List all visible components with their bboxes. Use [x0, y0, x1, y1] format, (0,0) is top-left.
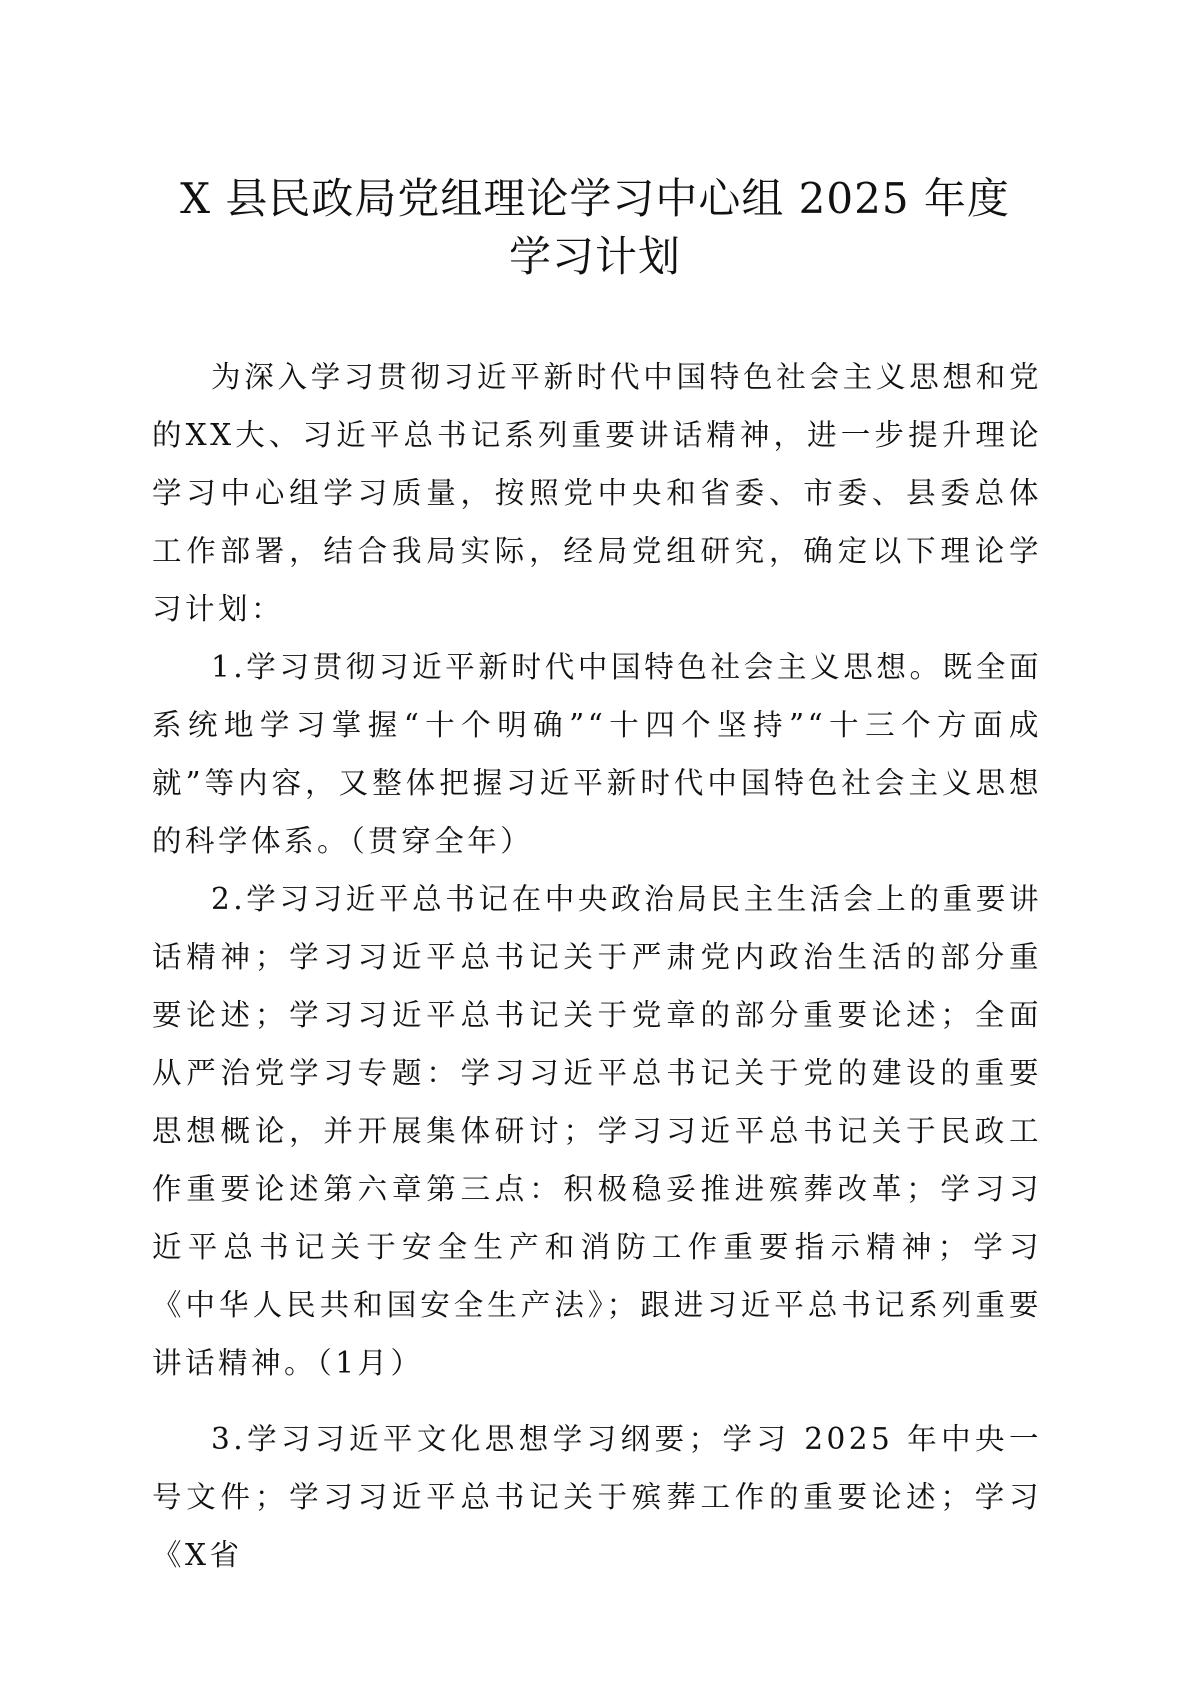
- document-title-line-1: X 县民政局党组理论学习中心组 2025 年度: [180, 174, 1010, 223]
- plan-item-1: 1.学习贯彻习近平新时代中国特色社会主义思想。既全面系统地学习掌握“十个明确”“十四个坚持”“十三个方面成就”等内容，又整体把握习近平新时代中国特色社会主义思想的科学体系。（贯穿全年）: [152, 650, 1042, 858]
- plan-item-2: 2.学习习近平总书记在中央政治局民主生活会上的重要讲话精神；学习习近平总书记关于严肃党内政治生活的部分重要论述；学习习近平总书记关于党章的部分重要论述；全面从严治党学习专题：学习习近平总书记关于党的建设的重要思想概论，并开展集体研讨；学习习近平总书记关于民政工作重要论述第六章第三点：积极稳妥推进殡葬改革；学习习近平总书记关于安全生产和消防工作重要指示精神；学习《中华人民共和国安全生产法》；跟进习近平总书记系列重要讲话精神。（1月）: [152, 882, 1042, 1380]
- intro-paragraph: 为深入学习贯彻习近平新时代中国特色社会主义思想和党的XX大、习近平总书记系列重要讲话精神，进一步提升理论学习中心组学习质量，按照党中央和省委、市委、县委总体工作部署，结合我局实际，经局党组研究，确定以下理论学习计划：: [152, 360, 1042, 626]
- plan-item-3: 3.学习习近平文化思想学习纲要；学习 2025 年中央一号文件；学习习近平总书记关于殡葬工作的重要论述；学习《X省: [152, 1422, 1042, 1572]
- document-body: [152, 348, 1042, 1584]
- document-title-line-2: 学习计划: [508, 232, 681, 281]
